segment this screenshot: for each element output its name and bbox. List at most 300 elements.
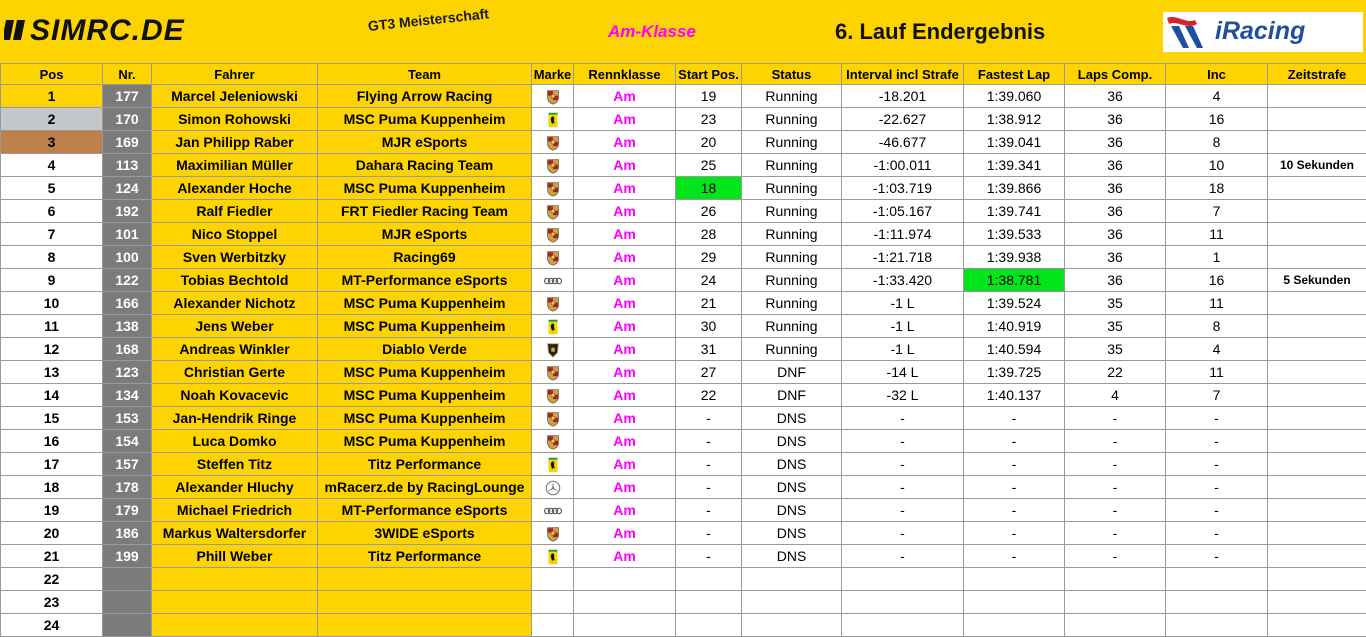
- result-row: [1, 522, 1366, 545]
- cell-nr: 124: [103, 177, 152, 200]
- result-row: [1, 85, 1366, 108]
- cell-nr: 199: [103, 545, 152, 568]
- cell-pos: 13: [1, 361, 103, 384]
- cell-fastest: [964, 614, 1065, 637]
- simrc-logo-text: SIMRC.DE: [30, 14, 185, 46]
- cell-inc: 7: [1166, 384, 1268, 407]
- cell-status: Running: [742, 85, 842, 108]
- cell-inc: 7: [1166, 200, 1268, 223]
- result-row: [1, 384, 1366, 407]
- cell-brand: [532, 223, 574, 246]
- cell-driver: Marcel Jeleniowski: [152, 85, 318, 108]
- cell-penalty: [1268, 85, 1366, 108]
- cell-brand: [532, 591, 574, 614]
- cell-inc: 11: [1166, 223, 1268, 246]
- cell-team: MSC Puma Kuppenheim: [318, 430, 532, 453]
- cell-team: MSC Puma Kuppenheim: [318, 292, 532, 315]
- audi-icon: [544, 502, 562, 520]
- cell-nr: 166: [103, 292, 152, 315]
- cell-pos: 6: [1, 200, 103, 223]
- cell-brand: [532, 384, 574, 407]
- cell-fastest: [964, 591, 1065, 614]
- cell-nr: 100: [103, 246, 152, 269]
- cell-nr: 154: [103, 430, 152, 453]
- cell-status: DNS: [742, 499, 842, 522]
- cell-klasse: Am: [574, 338, 676, 361]
- result-row: [1, 246, 1366, 269]
- cell-inc: 11: [1166, 292, 1268, 315]
- cell-team: FRT Fiedler Racing Team: [318, 200, 532, 223]
- cell-team: MSC Puma Kuppenheim: [318, 384, 532, 407]
- cell-status: Running: [742, 315, 842, 338]
- cell-interval: -: [842, 407, 964, 430]
- cell-fastest: 1:40.919: [964, 315, 1065, 338]
- cell-nr: 153: [103, 407, 152, 430]
- cell-team: MSC Puma Kuppenheim: [318, 361, 532, 384]
- cell-penalty: [1268, 499, 1366, 522]
- cell-driver: Steffen Titz: [152, 453, 318, 476]
- cell-fastest: 1:39.041: [964, 131, 1065, 154]
- result-row: [1, 568, 1366, 591]
- cell-inc: -: [1166, 407, 1268, 430]
- cell-laps: 36: [1065, 131, 1166, 154]
- cell-inc: [1166, 568, 1268, 591]
- cell-start: 26: [676, 200, 742, 223]
- cell-status: Running: [742, 108, 842, 131]
- cell-inc: 8: [1166, 131, 1268, 154]
- cell-penalty: [1268, 476, 1366, 499]
- mercedes-icon: [544, 479, 562, 497]
- simrc-logo: [4, 14, 232, 46]
- cell-nr: 186: [103, 522, 152, 545]
- cell-interval: -: [842, 430, 964, 453]
- cell-klasse: [574, 614, 676, 637]
- cell-inc: -: [1166, 476, 1268, 499]
- cell-klasse: Am: [574, 499, 676, 522]
- cell-brand: [532, 246, 574, 269]
- cell-laps: 36: [1065, 200, 1166, 223]
- cell-status: DNF: [742, 384, 842, 407]
- cell-fastest: 1:39.341: [964, 154, 1065, 177]
- cell-laps: 36: [1065, 85, 1166, 108]
- cell-nr: [103, 591, 152, 614]
- header-row: [1, 64, 1366, 85]
- cell-status: DNS: [742, 430, 842, 453]
- cell-start: -: [676, 522, 742, 545]
- col-driver-header: Fahrer: [152, 64, 318, 85]
- cell-penalty: [1268, 522, 1366, 545]
- cell-fastest: 1:39.866: [964, 177, 1065, 200]
- cell-driver: Alexander Nichotz: [152, 292, 318, 315]
- result-row: [1, 614, 1366, 637]
- cell-brand: [532, 568, 574, 591]
- cell-penalty: [1268, 223, 1366, 246]
- cell-fastest: 1:40.594: [964, 338, 1065, 361]
- cell-driver: Nico Stoppel: [152, 223, 318, 246]
- cell-pos: 2: [1, 108, 103, 131]
- cell-nr: 101: [103, 223, 152, 246]
- result-row: [1, 430, 1366, 453]
- result-row: [1, 223, 1366, 246]
- cell-pos: 15: [1, 407, 103, 430]
- cell-driver: Simon Rohowski: [152, 108, 318, 131]
- porsche-icon: [544, 226, 562, 244]
- cell-laps: -: [1065, 522, 1166, 545]
- cell-laps: -: [1065, 407, 1166, 430]
- cell-inc: 18: [1166, 177, 1268, 200]
- cell-interval: -1 L: [842, 315, 964, 338]
- cell-klasse: [574, 568, 676, 591]
- cell-start: -: [676, 545, 742, 568]
- cell-laps: -: [1065, 545, 1166, 568]
- cell-penalty: [1268, 407, 1366, 430]
- cell-nr: 178: [103, 476, 152, 499]
- cell-brand: [532, 269, 574, 292]
- cell-klasse: Am: [574, 269, 676, 292]
- cell-start: 24: [676, 269, 742, 292]
- cell-klasse: Am: [574, 407, 676, 430]
- cell-status: [742, 568, 842, 591]
- porsche-icon: [544, 180, 562, 198]
- col-brand-header: Marke: [532, 64, 574, 85]
- cell-brand: [532, 545, 574, 568]
- cell-nr: 170: [103, 108, 152, 131]
- cell-klasse: Am: [574, 223, 676, 246]
- col-team-header: Team: [318, 64, 532, 85]
- result-row: [1, 545, 1366, 568]
- cell-pos: 11: [1, 315, 103, 338]
- porsche-icon: [544, 364, 562, 382]
- cell-penalty: [1268, 614, 1366, 637]
- cell-team: [318, 614, 532, 637]
- porsche-icon: [544, 295, 562, 313]
- cell-penalty: [1268, 177, 1366, 200]
- col-inc-header: Inc: [1166, 64, 1268, 85]
- result-row: [1, 108, 1366, 131]
- cell-start: 27: [676, 361, 742, 384]
- cell-penalty: [1268, 200, 1366, 223]
- cell-fastest: 1:39.938: [964, 246, 1065, 269]
- cell-interval: -: [842, 545, 964, 568]
- series-title: GT3 Meisterschaft: [367, 5, 490, 34]
- cell-brand: [532, 200, 574, 223]
- cell-interval: -1 L: [842, 338, 964, 361]
- cell-status: [742, 591, 842, 614]
- cell-pos: 1: [1, 85, 103, 108]
- cell-inc: 10: [1166, 154, 1268, 177]
- cell-inc: 11: [1166, 361, 1268, 384]
- cell-penalty: [1268, 246, 1366, 269]
- cell-driver: Alexander Hluchy: [152, 476, 318, 499]
- porsche-icon: [544, 410, 562, 428]
- cell-nr: [103, 568, 152, 591]
- cell-penalty: [1268, 545, 1366, 568]
- cell-pos: 21: [1, 545, 103, 568]
- cell-klasse: Am: [574, 108, 676, 131]
- cell-pos: 12: [1, 338, 103, 361]
- cell-start: -: [676, 453, 742, 476]
- cell-inc: [1166, 591, 1268, 614]
- cell-laps: 35: [1065, 315, 1166, 338]
- cell-start: 29: [676, 246, 742, 269]
- cell-penalty: 10 Sekunden: [1268, 154, 1366, 177]
- iracing-flag-icon: [1163, 12, 1213, 52]
- cell-team: Diablo Verde: [318, 338, 532, 361]
- cell-klasse: Am: [574, 384, 676, 407]
- cell-start: [676, 591, 742, 614]
- cell-klasse: Am: [574, 246, 676, 269]
- cell-brand: [532, 614, 574, 637]
- cell-interval: [842, 591, 964, 614]
- cell-driver: Jan Philipp Raber: [152, 131, 318, 154]
- cell-fastest: 1:40.137: [964, 384, 1065, 407]
- result-row: [1, 131, 1366, 154]
- cell-brand: [532, 476, 574, 499]
- cell-laps: -: [1065, 476, 1166, 499]
- cell-driver: Luca Domko: [152, 430, 318, 453]
- cell-brand: [532, 315, 574, 338]
- cell-penalty: [1268, 292, 1366, 315]
- cell-interval: -1:03.719: [842, 177, 964, 200]
- cell-klasse: Am: [574, 361, 676, 384]
- cell-pos: 23: [1, 591, 103, 614]
- cell-inc: -: [1166, 522, 1268, 545]
- cell-inc: 4: [1166, 85, 1268, 108]
- cell-brand: [532, 499, 574, 522]
- cell-pos: 16: [1, 430, 103, 453]
- result-row: [1, 292, 1366, 315]
- cell-team: MJR eSports: [318, 131, 532, 154]
- cell-driver: [152, 568, 318, 591]
- cell-brand: [532, 154, 574, 177]
- porsche-icon: [544, 433, 562, 451]
- cell-status: DNS: [742, 453, 842, 476]
- cell-driver: Michael Friedrich: [152, 499, 318, 522]
- cell-brand: [532, 407, 574, 430]
- cell-driver: Maximilian Müller: [152, 154, 318, 177]
- race-title: 6. Lauf Endergebnis: [835, 19, 1046, 44]
- cell-nr: 177: [103, 85, 152, 108]
- cell-laps: 36: [1065, 246, 1166, 269]
- cell-pos: 17: [1, 453, 103, 476]
- col-penalty-header: Zeitstrafe: [1268, 64, 1366, 85]
- cell-status: Running: [742, 246, 842, 269]
- cell-klasse: Am: [574, 154, 676, 177]
- cell-driver: Andreas Winkler: [152, 338, 318, 361]
- cell-nr: 157: [103, 453, 152, 476]
- cell-inc: 8: [1166, 315, 1268, 338]
- cell-driver: Markus Waltersdorfer: [152, 522, 318, 545]
- cell-interval: -22.627: [842, 108, 964, 131]
- cell-pos: 4: [1, 154, 103, 177]
- cell-brand: [532, 338, 574, 361]
- cell-interval: -1:21.718: [842, 246, 964, 269]
- porsche-icon: [544, 88, 562, 106]
- cell-fastest: -: [964, 545, 1065, 568]
- cell-team: Dahara Racing Team: [318, 154, 532, 177]
- cell-team: Racing69: [318, 246, 532, 269]
- class-title: Am-Klasse: [608, 22, 696, 41]
- cell-interval: -: [842, 499, 964, 522]
- cell-penalty: [1268, 108, 1366, 131]
- cell-nr: 169: [103, 131, 152, 154]
- cell-status: Running: [742, 177, 842, 200]
- cell-team: MJR eSports: [318, 223, 532, 246]
- cell-status: DNS: [742, 522, 842, 545]
- cell-interval: -: [842, 476, 964, 499]
- cell-brand: [532, 85, 574, 108]
- cell-laps: 22: [1065, 361, 1166, 384]
- cell-driver: Jens Weber: [152, 315, 318, 338]
- cell-klasse: Am: [574, 430, 676, 453]
- cell-team: MT-Performance eSports: [318, 269, 532, 292]
- cell-driver: Tobias Bechtold: [152, 269, 318, 292]
- cell-nr: 122: [103, 269, 152, 292]
- cell-pos: 22: [1, 568, 103, 591]
- cell-start: 30: [676, 315, 742, 338]
- cell-nr: 179: [103, 499, 152, 522]
- cell-laps: -: [1065, 499, 1166, 522]
- cell-pos: 24: [1, 614, 103, 637]
- cell-laps: 35: [1065, 338, 1166, 361]
- ferrari-icon: [544, 456, 562, 474]
- cell-pos: 9: [1, 269, 103, 292]
- cell-fastest: -: [964, 499, 1065, 522]
- cell-laps: -: [1065, 430, 1166, 453]
- cell-status: Running: [742, 223, 842, 246]
- cell-status: [742, 614, 842, 637]
- cell-fastest: 1:39.741: [964, 200, 1065, 223]
- cell-team: mRacerz.de by RacingLounge: [318, 476, 532, 499]
- cell-driver: [152, 591, 318, 614]
- cell-team: MSC Puma Kuppenheim: [318, 177, 532, 200]
- cell-brand: [532, 430, 574, 453]
- cell-fastest: 1:39.524: [964, 292, 1065, 315]
- cell-fastest: 1:38.781: [964, 269, 1065, 292]
- cell-fastest: 1:39.060: [964, 85, 1065, 108]
- result-row: [1, 200, 1366, 223]
- cell-start: 22: [676, 384, 742, 407]
- cell-brand: [532, 453, 574, 476]
- cell-interval: -1:00.011: [842, 154, 964, 177]
- cell-interval: -1 L: [842, 292, 964, 315]
- cell-penalty: [1268, 131, 1366, 154]
- cell-inc: 16: [1166, 269, 1268, 292]
- cell-interval: -1:11.974: [842, 223, 964, 246]
- col-status-header: Status: [742, 64, 842, 85]
- cell-fastest: 1:38.912: [964, 108, 1065, 131]
- cell-penalty: [1268, 591, 1366, 614]
- cell-inc: -: [1166, 499, 1268, 522]
- col-nr-header: Nr.: [103, 64, 152, 85]
- cell-nr: 192: [103, 200, 152, 223]
- cell-nr: [103, 614, 152, 637]
- col-fastest-header: Fastest Lap: [964, 64, 1065, 85]
- cell-pos: 8: [1, 246, 103, 269]
- cell-klasse: Am: [574, 177, 676, 200]
- cell-nr: 113: [103, 154, 152, 177]
- cell-driver: Ralf Fiedler: [152, 200, 318, 223]
- cell-interval: -: [842, 522, 964, 545]
- cell-start: [676, 568, 742, 591]
- cell-penalty: [1268, 453, 1366, 476]
- cell-status: Running: [742, 131, 842, 154]
- cell-start: 18: [676, 177, 742, 200]
- cell-interval: -14 L: [842, 361, 964, 384]
- cell-fastest: [964, 568, 1065, 591]
- cell-penalty: [1268, 338, 1366, 361]
- cell-laps: 36: [1065, 177, 1166, 200]
- cell-start: 31: [676, 338, 742, 361]
- cell-penalty: [1268, 361, 1366, 384]
- cell-inc: 4: [1166, 338, 1268, 361]
- porsche-icon: [544, 387, 562, 405]
- cell-inc: 16: [1166, 108, 1268, 131]
- results-table: [0, 63, 1366, 637]
- cell-brand: [532, 361, 574, 384]
- result-row: [1, 338, 1366, 361]
- cell-laps: 36: [1065, 269, 1166, 292]
- cell-team: 3WIDE eSports: [318, 522, 532, 545]
- audi-icon: [544, 272, 562, 290]
- cell-brand: [532, 522, 574, 545]
- cell-fastest: -: [964, 453, 1065, 476]
- cell-team: Titz Performance: [318, 545, 532, 568]
- ferrari-icon: [544, 318, 562, 336]
- porsche-icon: [544, 525, 562, 543]
- cell-interval: -1:33.420: [842, 269, 964, 292]
- cell-status: DNS: [742, 476, 842, 499]
- cell-start: 20: [676, 131, 742, 154]
- cell-inc: 1: [1166, 246, 1268, 269]
- cell-klasse: Am: [574, 476, 676, 499]
- cell-driver: Christian Gerte: [152, 361, 318, 384]
- cell-inc: -: [1166, 545, 1268, 568]
- cell-laps: [1065, 614, 1166, 637]
- cell-team: Titz Performance: [318, 453, 532, 476]
- cell-start: 23: [676, 108, 742, 131]
- result-row: [1, 154, 1366, 177]
- cell-laps: [1065, 568, 1166, 591]
- cell-nr: 138: [103, 315, 152, 338]
- cell-pos: 3: [1, 131, 103, 154]
- cell-status: Running: [742, 154, 842, 177]
- cell-status: DNF: [742, 361, 842, 384]
- cell-driver: Sven Werbitzky: [152, 246, 318, 269]
- cell-fastest: -: [964, 476, 1065, 499]
- cell-team: [318, 568, 532, 591]
- ferrari-icon: [544, 548, 562, 566]
- cell-brand: [532, 292, 574, 315]
- result-row: [1, 269, 1366, 292]
- cell-klasse: Am: [574, 315, 676, 338]
- cell-interval: [842, 614, 964, 637]
- col-laps-header: Laps Comp.: [1065, 64, 1166, 85]
- cell-pos: 19: [1, 499, 103, 522]
- cell-fastest: -: [964, 407, 1065, 430]
- cell-team: MSC Puma Kuppenheim: [318, 407, 532, 430]
- col-start-header: Start Pos.: [676, 64, 742, 85]
- cell-status: Running: [742, 269, 842, 292]
- cell-laps: -: [1065, 453, 1166, 476]
- result-row: [1, 407, 1366, 430]
- cell-nr: 168: [103, 338, 152, 361]
- porsche-icon: [544, 157, 562, 175]
- cell-status: Running: [742, 292, 842, 315]
- cell-penalty: [1268, 430, 1366, 453]
- cell-fastest: -: [964, 430, 1065, 453]
- cell-brand: [532, 131, 574, 154]
